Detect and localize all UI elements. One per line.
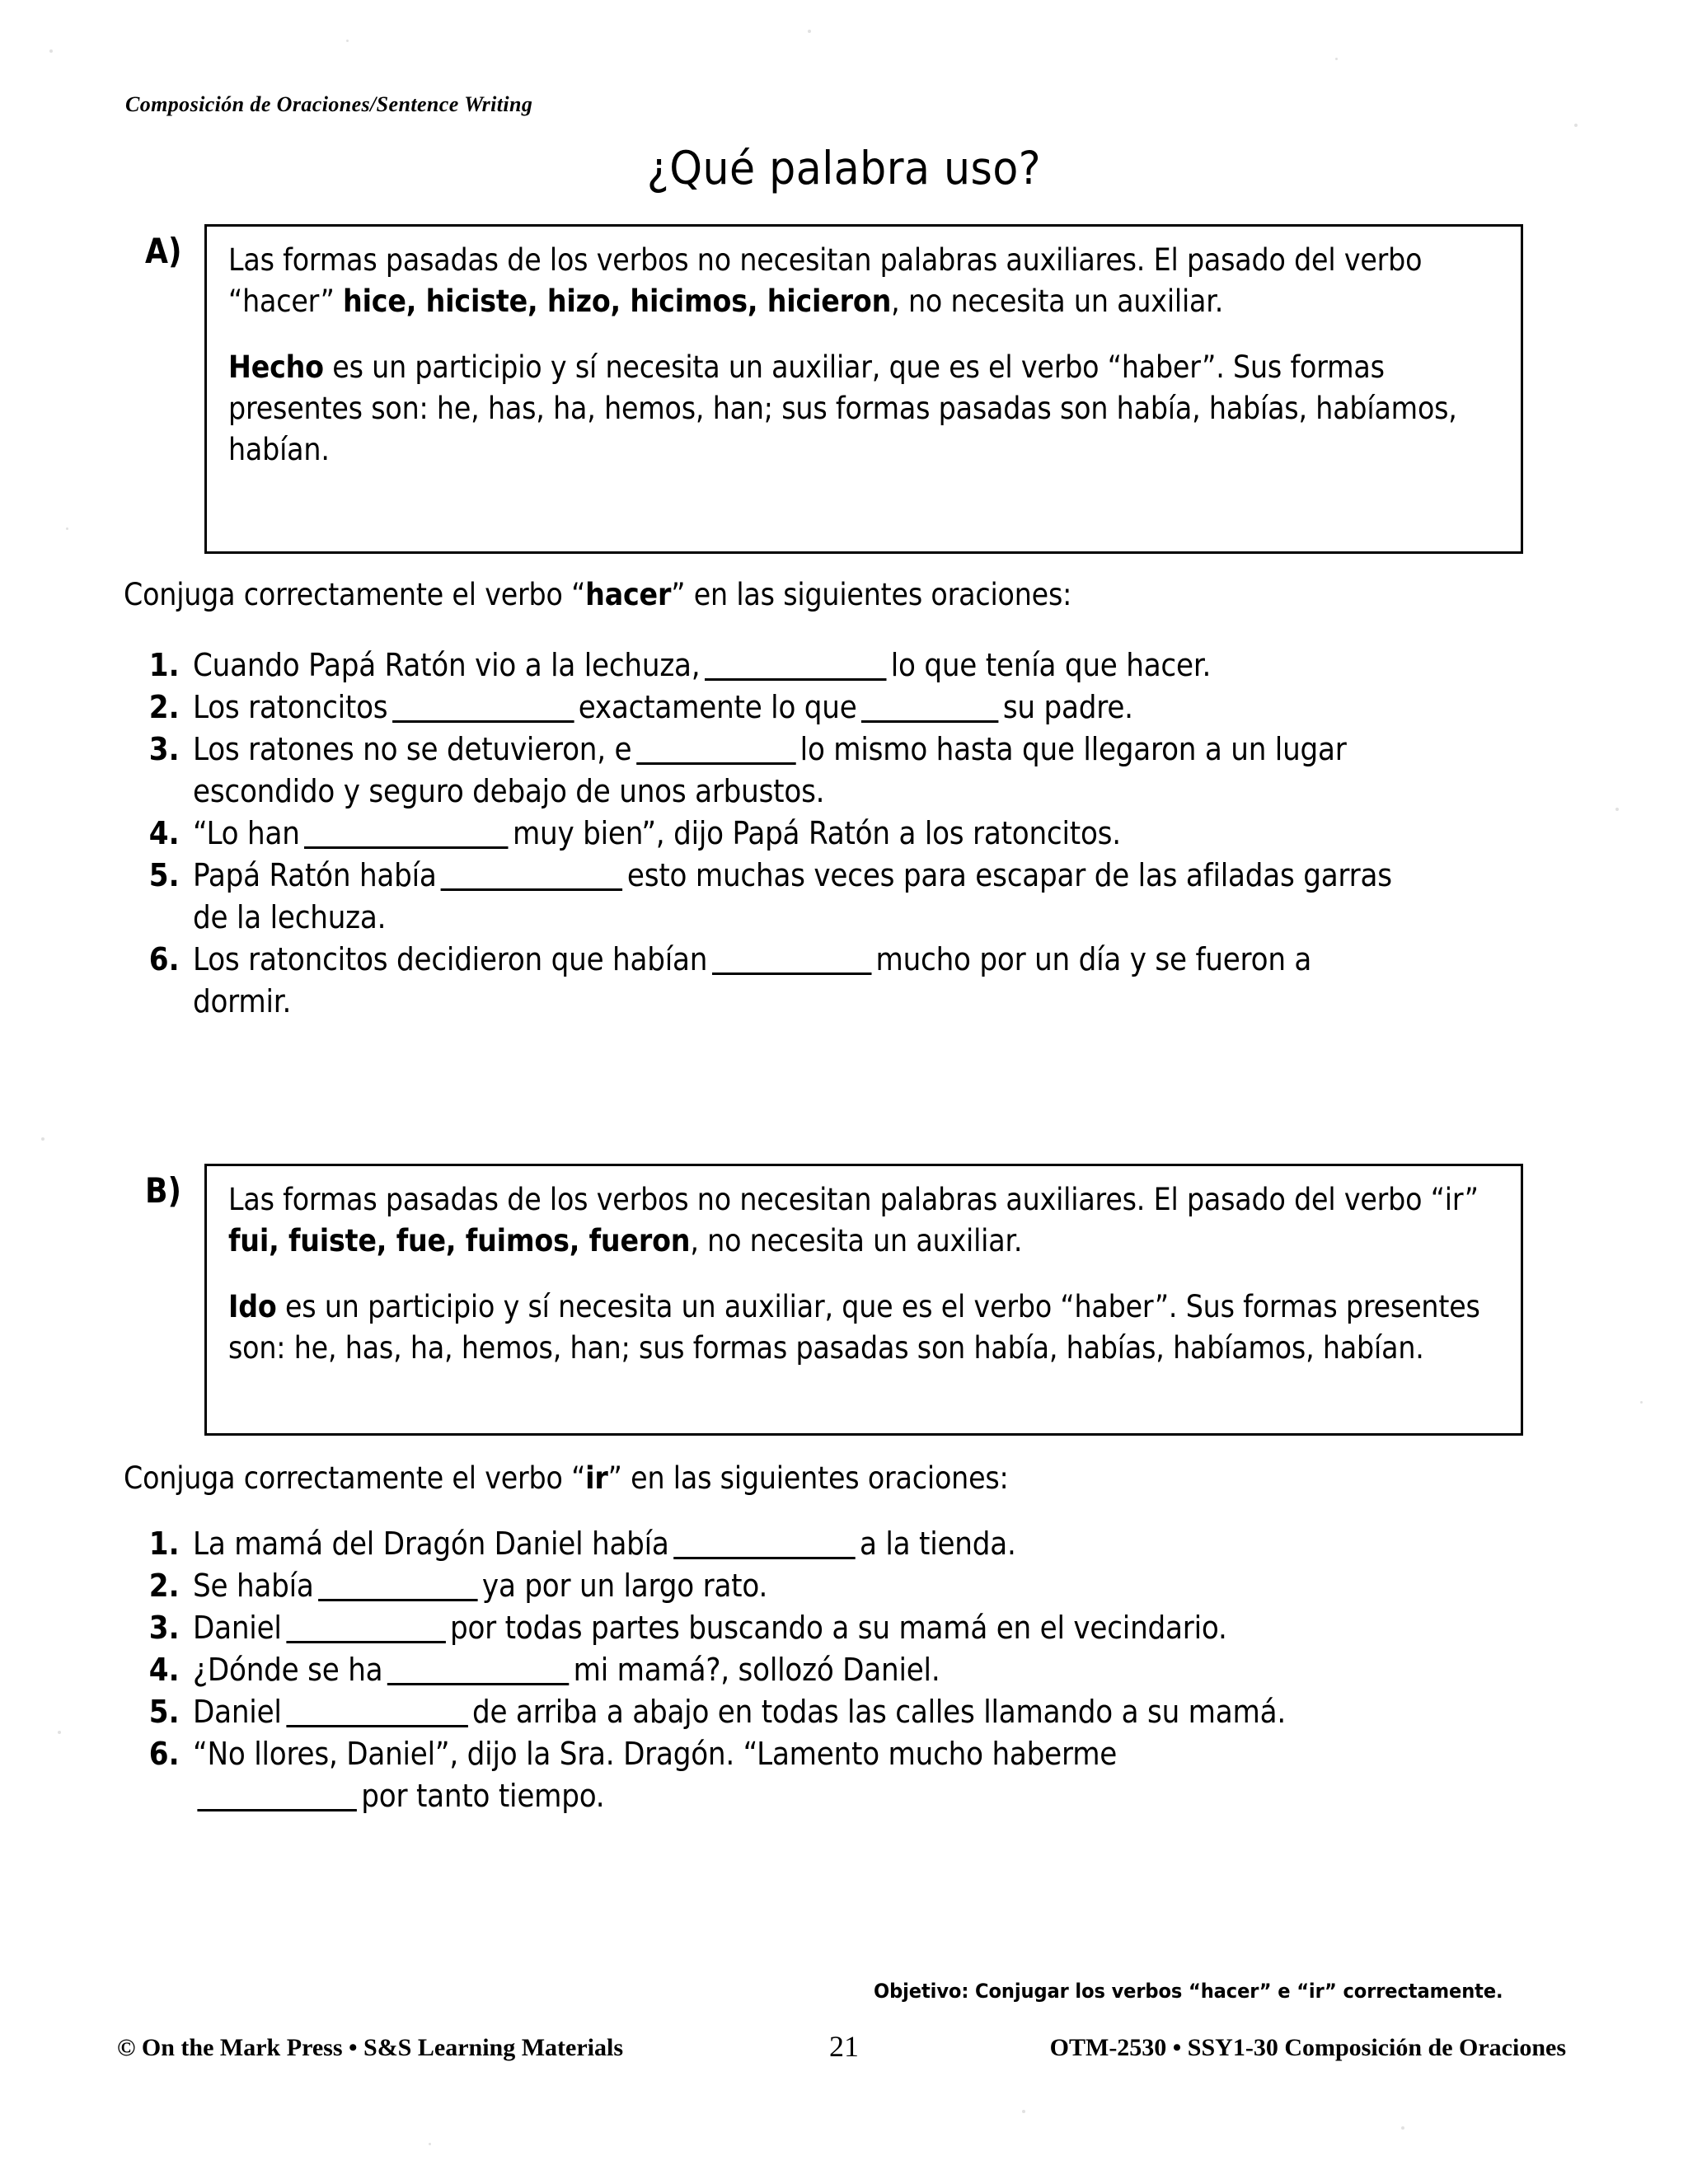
answer-blank[interactable] (441, 864, 623, 891)
item-text-part: Papá Ratón había (193, 857, 437, 893)
item-number: 2. (148, 1568, 180, 1604)
item-text-part: por tanto tiempo. (361, 1778, 605, 1814)
item-text (193, 1523, 1413, 1565)
item-text-part: Se había (193, 1568, 314, 1604)
answer-blank[interactable] (318, 1574, 478, 1601)
rule-box-a (204, 224, 1523, 554)
list-item (147, 939, 1548, 1023)
rule-a-p2-rest: es un participio y sí necesita un auxiliar, que es el verbo “haber”. Sus formas presentes son: he, has, ha, hemos, han; sus formas pasadas son había, habías, habíamos, habían. (228, 349, 1457, 467)
item-number: 1. (148, 647, 180, 683)
instruction-a (124, 577, 1071, 612)
footer-page-number: 21 (829, 2030, 859, 2063)
scan-speck (1401, 2126, 1404, 2130)
item-number: 3. (148, 731, 180, 767)
list-item (147, 1733, 1548, 1817)
instruction-a-pre: Conjuga correctamente el verbo “ (124, 577, 586, 612)
section-letter-b: B) (145, 1170, 182, 1211)
scan-speck (49, 49, 53, 53)
item-text (193, 939, 1413, 1023)
answer-blank[interactable] (286, 1616, 446, 1643)
item-text-part: “No llores, Daniel”, dijo la Sra. Dragón. “Lamento mucho haberme (193, 1736, 1118, 1772)
item-text-part: La mamá del Dragón Daniel había (193, 1526, 669, 1562)
answer-blank[interactable] (197, 1784, 357, 1811)
item-text-part: mucho por un día y se fueron a dormir. (193, 941, 1312, 1019)
item-text-part: esto muchas veces para escapar de las afiladas garras de la lechuza. (193, 857, 1392, 935)
list-item (147, 1565, 1548, 1607)
item-text-part: exactamente lo que (578, 689, 857, 725)
rule-b-p1-bold: fui, fuiste, fue, fuimos, fueron (228, 1223, 691, 1258)
rule-a-p1-bold: hice, hiciste, hizo, hicimos, hicieron (343, 284, 892, 319)
list-item (147, 813, 1548, 855)
rule-b-paragraph-2 (228, 1286, 1501, 1369)
rule-a-paragraph-2 (228, 347, 1501, 471)
item-number: 6. (148, 941, 180, 977)
item-number: 4. (148, 1652, 180, 1688)
scan-speck (1335, 58, 1338, 60)
instruction-b-bold: ir (585, 1460, 608, 1496)
item-text-part: su padre. (1002, 689, 1133, 725)
footer-product-code: OTM-2530 • SSY1-30 Composición de Oraciones (1049, 2034, 1566, 2061)
scan-speck (808, 30, 811, 33)
item-text (193, 644, 1413, 687)
scan-speck (1574, 124, 1578, 127)
rule-a-p1-pre: Las formas pasadas de los verbos no necesitan palabras auxiliares. El pasado del verbo “hacer” (228, 242, 1423, 319)
scan-speck (1022, 2110, 1025, 2113)
answer-blank[interactable] (861, 696, 999, 723)
item-text (193, 1565, 1413, 1607)
item-text-part: “Lo han (193, 815, 300, 851)
item-text-part: Los ratoncitos decidieron que habían (193, 941, 708, 977)
rule-a-paragraph-1 (228, 240, 1501, 322)
footer-copyright: © On the Mark Press • S&S Learning Materials (117, 2034, 623, 2061)
item-text (193, 813, 1413, 855)
item-text-part: mi mamá?, sollozó Daniel. (573, 1652, 940, 1688)
item-number: 6. (148, 1736, 180, 1772)
item-number: 5. (148, 857, 180, 893)
scan-speck (1640, 1401, 1643, 1404)
objective-line: Objetivo: Conjugar los verbos “hacer” e “ir” correctamente. (874, 1980, 1503, 2003)
item-text-part: Daniel (193, 1610, 282, 1646)
item-text-part: Daniel (193, 1694, 282, 1730)
rule-b-p1-post: , no necesita un auxiliar. (690, 1223, 1023, 1258)
item-text (193, 1691, 1413, 1733)
rule-b-p2-bold: Ido (228, 1289, 277, 1324)
list-item (147, 1649, 1548, 1691)
item-text-part: muy bien”, dijo Papá Ratón a los ratoncitos. (512, 815, 1121, 851)
section-letter-a: A) (145, 231, 182, 271)
answer-blank[interactable] (712, 948, 872, 975)
item-text-part: lo que tenía que hacer. (890, 647, 1212, 683)
answer-blank[interactable] (304, 822, 509, 849)
item-text (193, 1607, 1413, 1649)
item-number: 2. (148, 689, 180, 725)
list-item (147, 1607, 1548, 1649)
rule-box-b (204, 1164, 1523, 1436)
item-text-part: Cuando Papá Ratón vio a la lechuza, (193, 647, 701, 683)
answer-blank[interactable] (387, 1658, 570, 1685)
question-list-b (147, 1523, 1548, 1817)
list-item (147, 1691, 1548, 1733)
running-head: Composición de Oraciones/Sentence Writing (125, 92, 533, 116)
instruction-b-pre: Conjuga correctamente el verbo “ (124, 1460, 586, 1496)
item-text-part: ya por un largo rato. (481, 1568, 768, 1604)
item-text (193, 1733, 1413, 1817)
list-item (147, 687, 1548, 729)
item-text-part: a la tienda. (859, 1526, 1016, 1562)
item-number: 3. (148, 1610, 180, 1646)
answer-blank[interactable] (673, 1532, 856, 1559)
scan-speck (1615, 808, 1619, 811)
rule-b-p2-rest: es un participio y sí necesita un auxiliar, que es el verbo “haber”. Sus formas presentes son: he, has, ha, hemos, han; sus formas pasadas son había, habías, habíamos, habían. (228, 1289, 1480, 1366)
item-text-part: Los ratoncitos (193, 689, 388, 725)
scan-speck (346, 40, 349, 42)
list-item (147, 1523, 1548, 1565)
item-text (193, 687, 1413, 729)
rule-a-p1-post: , no necesita un auxiliar. (891, 284, 1224, 319)
item-number: 5. (148, 1694, 180, 1730)
rule-a-p2-bold: Hecho (228, 349, 324, 385)
item-text (193, 855, 1413, 939)
instruction-b-post: ” en las siguientes oraciones: (607, 1460, 1009, 1496)
item-text-part: lo mismo hasta que llegaron a un lugar escondido y seguro debajo de unos arbustos. (193, 731, 1347, 809)
instruction-a-bold: hacer (585, 577, 672, 612)
item-text-part: Los ratones no se detuvieron, e (193, 731, 632, 767)
list-item (147, 644, 1548, 687)
rule-b-p1-pre: Las formas pasadas de los verbos no necesitan palabras auxiliares. El pasado del verbo “ir” (228, 1182, 1479, 1217)
answer-blank[interactable] (636, 738, 796, 765)
rule-b-paragraph-1 (228, 1179, 1501, 1262)
instruction-b (124, 1460, 1009, 1496)
item-text-part: ¿Dónde se ha (193, 1652, 383, 1688)
scan-speck (429, 2143, 431, 2145)
page-title: ¿Qué palabra uso? (646, 142, 1042, 194)
instruction-a-post: ” en las siguientes oraciones: (671, 577, 1072, 612)
item-text-part: por todas partes buscando a su mamá en el vecindario. (449, 1610, 1227, 1646)
item-text (193, 729, 1413, 813)
scan-speck (66, 527, 68, 530)
list-item (147, 729, 1548, 813)
answer-blank[interactable] (705, 654, 887, 681)
question-list-a (147, 644, 1548, 1023)
answer-blank[interactable] (286, 1700, 468, 1727)
item-text (193, 1649, 1413, 1691)
list-item (147, 855, 1548, 939)
scan-speck (41, 1137, 45, 1141)
item-number: 4. (148, 815, 180, 851)
item-text-part: de arriba a abajo en todas las calles llamando a su mamá. (471, 1694, 1286, 1730)
item-number: 1. (148, 1526, 180, 1562)
scan-speck (58, 1731, 61, 1734)
answer-blank[interactable] (392, 696, 574, 723)
